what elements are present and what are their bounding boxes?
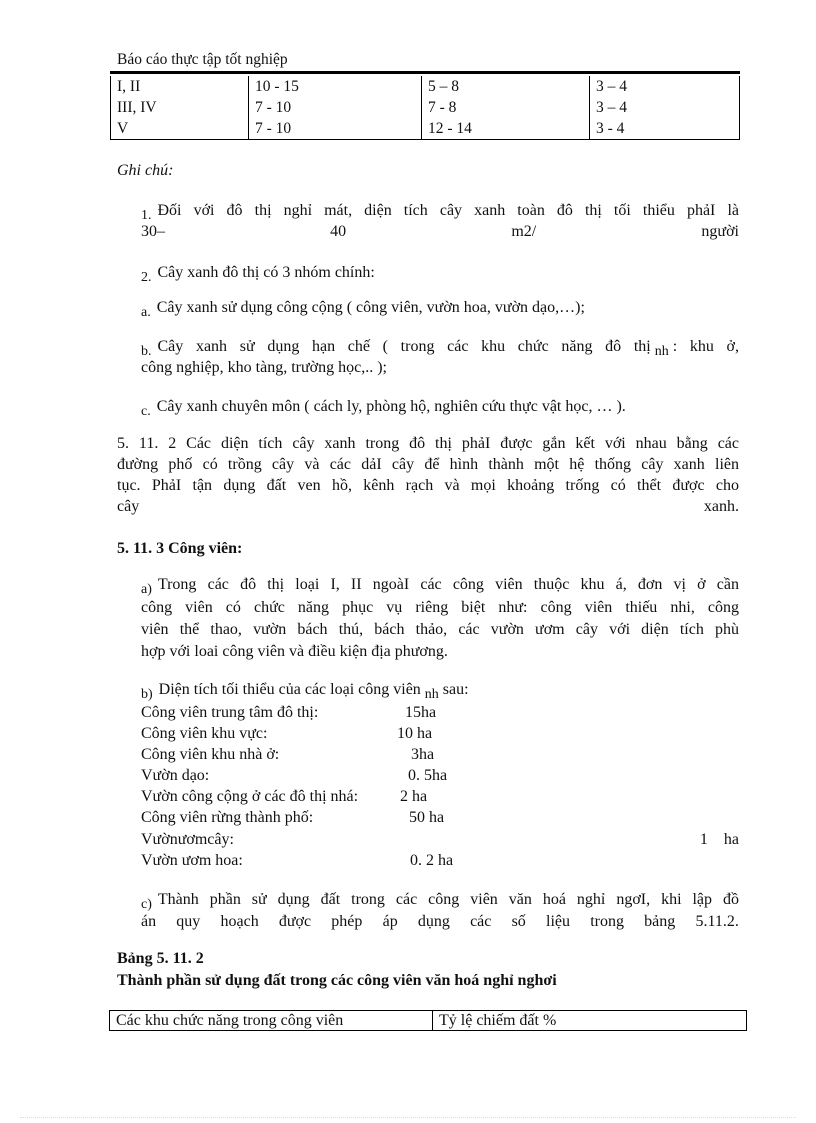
item-marker: b) — [141, 687, 153, 702]
note-item-2 — [141, 262, 763, 288]
table-row — [110, 1011, 747, 1031]
area-name: Công viên trung tâm đô thị: — [141, 704, 319, 721]
park-item-b-text: Diện tích tối thiểu của các loại công viên — [158, 681, 421, 698]
word: 30– — [141, 223, 165, 240]
header-rule — [110, 71, 740, 74]
note-item-1-text: Đối với đô thị nghỉ mát, diện tích cây xanh toàn đô thị tối thiểu phảI là — [157, 202, 739, 219]
word: quy — [176, 913, 201, 930]
area-name: Công viên khu vực: — [141, 725, 268, 742]
area-name: Vườn ươm hoa: — [141, 852, 243, 869]
table-cell: 3 – 4 — [590, 97, 740, 118]
item-marker: c) — [141, 897, 152, 912]
table-cell: 7 - 10 — [249, 118, 422, 140]
section-5-11-3-heading: 5. 11. 3 Công viên: — [117, 540, 243, 557]
nh-fragment: nh — [654, 344, 669, 359]
table-cell: 12 - 14 — [422, 118, 590, 140]
table-title: Bảng 5. 11. 2 — [117, 950, 204, 967]
table-subtitle: Thành phần sử dụng đất trong các công viên văn hoá nghỉ nghơi — [117, 972, 557, 989]
item-marker: b. — [141, 344, 152, 359]
area-name: Vườn dạo: — [141, 767, 210, 784]
word: hoạch — [220, 913, 259, 930]
table-row — [111, 97, 740, 118]
note-item-a — [141, 297, 763, 323]
word: người — [701, 223, 739, 240]
word: số — [511, 913, 526, 930]
area-value: 3ha — [411, 746, 435, 763]
park-item-a-line2: công viên có chức năng phục vụ riêng biệt như: công viên thiếu nhi, công — [141, 599, 739, 616]
area-value: 0. 2 ha — [410, 852, 454, 869]
item-marker: 1. — [141, 208, 152, 223]
list-item — [141, 807, 739, 828]
word: án — [141, 913, 157, 930]
page-header: Báo cáo thực tập tốt nghiệp — [117, 51, 288, 68]
area-value: 10 ha — [397, 725, 433, 742]
item-marker: a) — [141, 582, 152, 597]
section-5-11-2-line1: 5. 11. 2 Các diện tích cây xanh trong đô thị phảI được gắn kết với nhau bằng các — [117, 435, 739, 452]
column-header: Các khu chức năng trong công viên — [110, 1011, 433, 1031]
land-use-table — [109, 1010, 747, 1031]
word: 40 — [330, 223, 347, 240]
word: được — [278, 913, 312, 930]
word: 1 — [699, 831, 708, 848]
word: áp — [382, 913, 398, 930]
park-item-b-text-end: sau: — [442, 681, 469, 698]
area-value: 50 ha — [409, 809, 445, 826]
table-row — [111, 76, 740, 97]
area-name: Công viên rừng thành phố: — [141, 809, 314, 826]
note-item-b-text-end: : khu ở, — [672, 338, 740, 355]
area-name: Vườn công cộng ở các đô thị nhá: — [141, 788, 359, 805]
list-item — [141, 744, 739, 765]
table-cell: V — [111, 118, 249, 140]
item-marker: a. — [141, 305, 151, 320]
word: trong — [590, 913, 624, 930]
section-5-11-2-line2: đường phố có trồng cây và các dảI cây để hình thành một hệ thống cây xanh liên — [117, 456, 739, 473]
note-item-1-line2 — [141, 221, 739, 242]
list-item — [141, 723, 739, 744]
park-item-a-line4: hợp với loai công viên và điều kiện địa phương. — [141, 643, 448, 660]
word: bảng — [644, 913, 676, 930]
word: liệu — [546, 913, 570, 930]
note-item-c — [141, 396, 763, 422]
table-cell: 10 - 15 — [249, 76, 422, 97]
standards-table — [110, 76, 740, 140]
list-item — [141, 786, 739, 807]
area-value: 15ha — [405, 704, 437, 721]
list-item — [141, 850, 739, 871]
park-item-a-text: Trong các đô thị loại I, II ngoàI các công viên thuộc khu á, đơn vị ở cần — [157, 576, 739, 593]
table-row — [111, 118, 740, 140]
park-item-c-text: Thành phần sử dụng đất trong các công viên văn hoá nghỉ ngơI, khi lập đồ — [157, 891, 739, 908]
note-item-b-line2: công nghiệp, kho tàng, trường học,.. ); — [141, 359, 387, 376]
section-5-11-2-line3: tục. PhảI tận dụng đất ven hồ, kênh rạch và mọi khoảng trống có thểt được cho — [117, 477, 739, 494]
park-item-a-line3: viên thể thao, vườn bách thú, bách thảo, các vườn ươm cây với diện tích phù — [141, 621, 739, 638]
word: Vườn — [141, 831, 178, 848]
note-item-a-text: Cây xanh sử dụng công cộng ( công viên, vườn hoa, vườn dạo,…); — [156, 299, 585, 316]
word: xanh. — [703, 498, 739, 515]
item-marker: 2. — [141, 270, 152, 285]
word: ha — [723, 831, 739, 848]
nh-fragment: nh — [424, 687, 439, 702]
word: các — [470, 913, 492, 930]
table-cell: 3 – 4 — [590, 76, 740, 97]
word: m2/ — [511, 223, 537, 240]
table-cell: I, II — [111, 76, 249, 97]
item-marker: c. — [141, 404, 151, 419]
area-name: Công viên khu nhà ở: — [141, 746, 280, 763]
word: cây — [117, 498, 140, 515]
page-bottom-divider — [20, 1117, 796, 1118]
table-cell: 7 - 10 — [249, 97, 422, 118]
table-cell: 3 - 4 — [590, 118, 740, 140]
note-label: Ghi chú: — [117, 162, 174, 179]
word: 5.11.2. — [695, 913, 739, 930]
list-item — [141, 702, 739, 723]
park-item-c-line2 — [141, 911, 739, 932]
word: phép — [331, 913, 363, 930]
word: cây: — [207, 831, 234, 848]
table-cell: 5 – 8 — [422, 76, 590, 97]
word: dụng — [417, 913, 450, 930]
note-item-c-text: Cây xanh chuyên môn ( cách ly, phòng hộ, nghiên cứu thực vật học, … ). — [156, 398, 626, 415]
table-cell: III, IV — [111, 97, 249, 118]
note-item-2-text: Cây xanh đô thị có 3 nhóm chính: — [157, 264, 375, 281]
area-value: 2 ha — [400, 788, 428, 805]
area-value: 0. 5ha — [408, 767, 448, 784]
list-item — [141, 765, 739, 786]
section-5-11-2-line4 — [117, 496, 739, 517]
note-item-b-text: Cây xanh sử dụng hạn chế ( trong các khu chức năng đô thị — [157, 338, 651, 355]
table-cell: 7 - 8 — [422, 97, 590, 118]
list-item — [141, 829, 739, 850]
word: ươm — [177, 831, 208, 848]
column-header: Tỷ lệ chiếm đất % — [433, 1011, 747, 1031]
